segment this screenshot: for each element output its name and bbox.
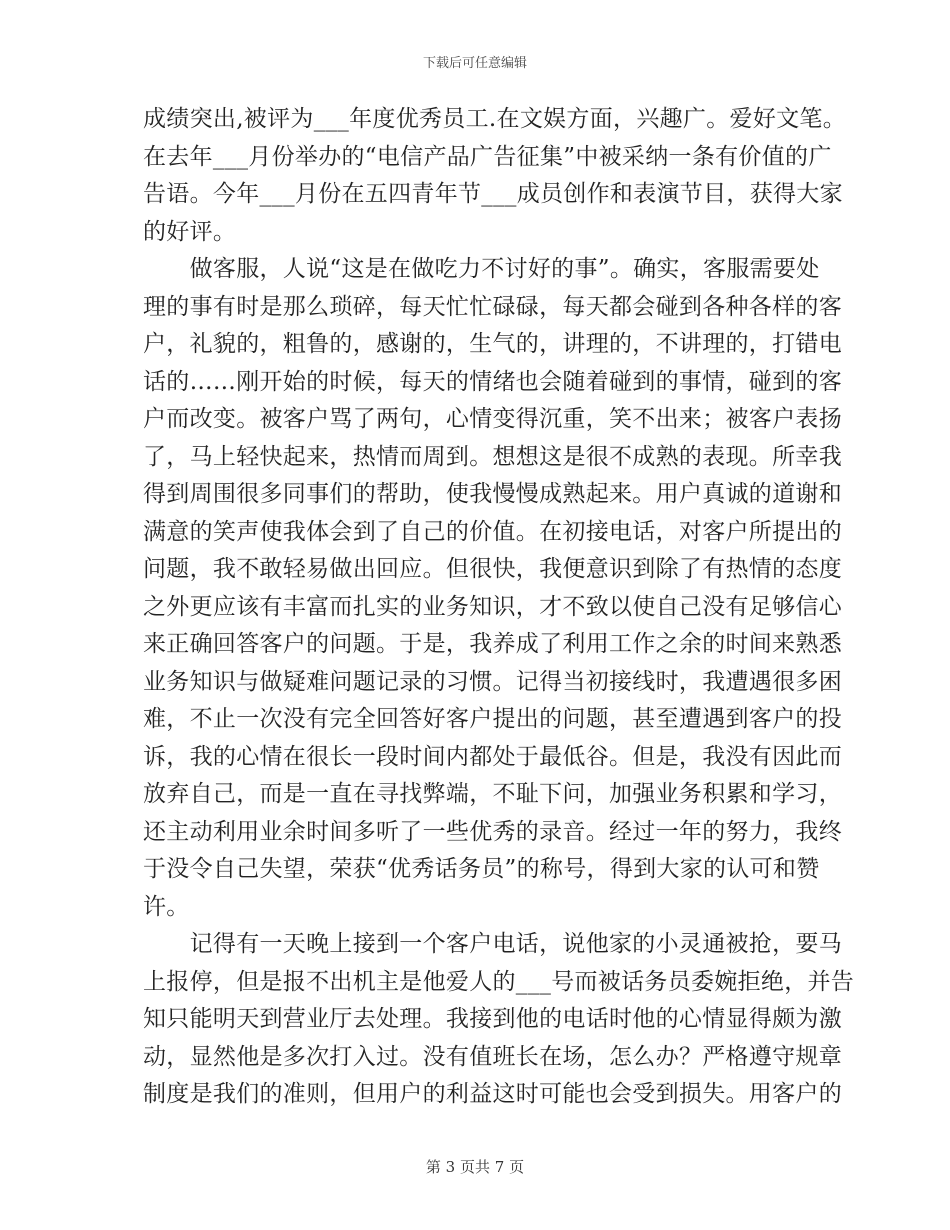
text-line: 于没令自己失望，荣获“优秀话务员”的称号，得到大家的认可和赞: [143, 856, 820, 882]
text-line: 得到周围很多同事们的帮助，使我慢慢成熟起来。用户真诚的道谢和: [143, 481, 842, 507]
text-line: 上报停，但是报不出机主是他爱人的___号而被话务员委婉拒绝，并告: [143, 968, 855, 995]
text-line: 满意的笑声使我体会到了自己的价值。在初接电话，对客户所提出的: [143, 518, 842, 545]
document-body: [143, 101, 855, 1114]
text-line: 成绩突出,被评为___年度优秀员工.在文娱方面，兴趣广。爱好文笔。: [143, 106, 847, 132]
text-line: 知只能明天到营业厅去处理。我接到他的电话时他的心情显得颇为激: [143, 1006, 842, 1032]
text-line: 动，显然他是多次打入过。没有值班长在场，怎么办？严格遵守规章: [143, 1043, 842, 1070]
text-line: 话的……刚开始的时候，每天的情绪也会随着碰到的事情，碰到的客: [143, 368, 842, 395]
text-line: 户，礼貌的，粗鲁的，感谢的，生气的，讲理的，不讲理的，打错电: [143, 331, 842, 357]
text-line: 的好评。: [143, 218, 237, 245]
text-line: 问题，我不敢轻易做出回应。但很快，我便意识到除了有热情的态度: [143, 556, 842, 582]
page-header: 下载后可任意编辑: [422, 56, 527, 71]
text-line: 之外更应该有丰富而扎实的业务知识，才不致以使自己没有足够信心: [143, 593, 842, 620]
text-line: 难，不止一次没有完全回答好客户提出的问题，甚至遭遇到客户的投: [143, 706, 842, 732]
text-line: 业务知识与做疑难问题记录的习惯。记得当初接线时，我遭遇很多困: [143, 668, 842, 695]
text-line: 告语。今年___月份在五四青年节___成员创作和表演节目，获得大家: [143, 181, 843, 207]
text-line: 户而改变。被客户骂了两句，心情变得沉重，笑不出来；被客户表扬: [143, 406, 842, 432]
text-line: 放弃自己，而是一直在寻找弊端，不耻下问，加强业务积累和学习，: [143, 781, 842, 807]
text-line: 做客服，人说“这是在做吃力不讨好的事”。确实，客服需要处: [143, 256, 820, 282]
text-line: 记得有一天晚上接到一个客户电话，说他家的小灵通被抢，要马: [143, 931, 842, 957]
text-line: 理的事有时是那么琐碎，每天忙忙碌碌，每天都会碰到各种各样的客: [143, 293, 842, 320]
text-line: 还主动利用业余时间多听了一些优秀的录音。经过一年的努力，我终: [143, 818, 842, 845]
text-line: 了，马上轻快起来，热情而周到。想想这是很不成熟的表现。所幸我: [143, 443, 842, 470]
text-line: 诉，我的心情在很长一段时间内都处于最低谷。但是，我没有因此而: [143, 743, 842, 770]
text-line: 制度是我们的准则，但用户的利益这时可能也会受到损失。用客户的: [143, 1081, 842, 1107]
text-line: 在去年___月份举办的“电信产品广告征集”中被采纳一条有价值的广: [143, 143, 832, 170]
text-line: 来正确回答客户的问题。于是，我养成了利用工作之余的时间来熟悉: [143, 631, 842, 657]
text-line: 许。: [143, 893, 190, 920]
page-footer: 第 3 页共 7 页: [425, 1158, 525, 1176]
